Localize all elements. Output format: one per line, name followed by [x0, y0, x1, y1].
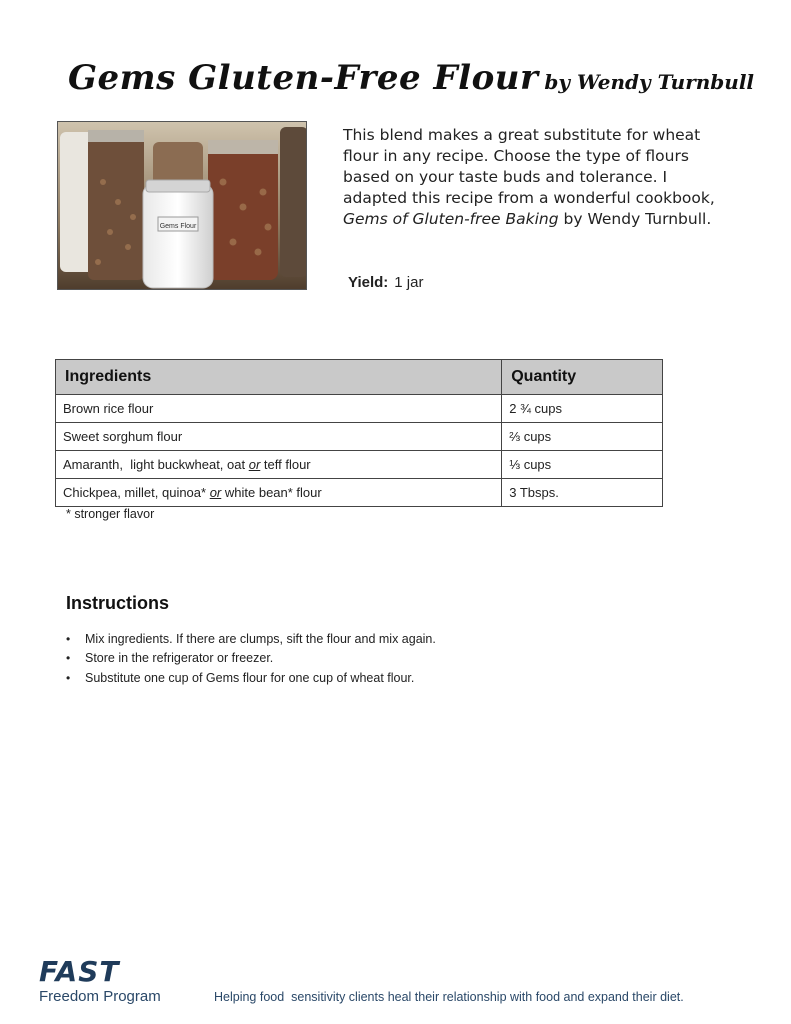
- ingredient-text: teff flour: [260, 457, 311, 472]
- ingredient-cell: [56, 451, 502, 479]
- ingredient-cell: [56, 479, 502, 507]
- ingredient-cell: Sweet sorghum flour: [56, 423, 502, 451]
- instructions-list: [66, 629, 436, 688]
- title-main: Gems Gluten-Free Flour: [68, 58, 539, 98]
- ingredients-header: Ingredients: [56, 360, 502, 395]
- footer-tagline: Helping food sensitivity clients heal their relationship with food and expand their diet.: [214, 990, 684, 1004]
- quantity-header: Quantity: [502, 360, 663, 395]
- ingredient-cell: Brown rice flour: [56, 395, 502, 423]
- list-item: [66, 629, 436, 649]
- quantity-cell: ⅔ cups: [502, 423, 663, 451]
- intro-paragraph: [343, 125, 723, 230]
- ingredients-table: [55, 359, 663, 507]
- table-row: [56, 479, 663, 507]
- yield-label: Yield:: [348, 274, 389, 291]
- instructions-heading: Instructions: [66, 593, 170, 613]
- instruction-text: Store in the refrigerator or freezer.: [85, 651, 274, 666]
- table-row: [56, 423, 663, 451]
- instruction-text: Mix ingredients. If there are clumps, sift the flour and mix again.: [85, 631, 436, 646]
- title-byline: by Wendy Turnbull: [544, 70, 755, 94]
- yield: [348, 274, 423, 291]
- bullet-icon: •: [66, 670, 71, 685]
- logo-sub: Freedom Program: [39, 988, 161, 1005]
- fast-logo: [39, 956, 161, 1005]
- page-title: [68, 58, 754, 98]
- table-row: [56, 395, 663, 423]
- quantity-cell: ⅓ cups: [502, 451, 663, 479]
- table-header-row: [56, 360, 663, 395]
- jar-label: Gems Flour: [159, 223, 197, 230]
- intro-text-end: by Wendy Turnbull.: [558, 210, 712, 228]
- list-item: [66, 649, 436, 669]
- ingredient-text: Chickpea, millet, quinoa*: [63, 485, 210, 500]
- or-text: or: [248, 457, 261, 472]
- list-item: [66, 668, 436, 688]
- logo-main: FAST: [39, 955, 120, 988]
- or-text: or: [209, 485, 222, 500]
- table-footnote: * stronger flavor: [66, 507, 155, 521]
- bullet-icon: •: [66, 651, 71, 666]
- intro-text: This blend makes a great substitute for wheat flour in any recipe. Choose the type of flours based on your taste buds and tolerance. I adapted this recipe from a wonderful cookbook,: [343, 126, 715, 207]
- instruction-text: Substitute one cup of Gems flour for one cup of wheat flour.: [85, 670, 415, 685]
- bullet-icon: •: [66, 631, 71, 646]
- ingredient-text: Amaranth, light buckwheat, oat: [63, 457, 249, 472]
- book-title: Gems of Gluten-free Baking: [343, 210, 559, 228]
- ingredient-text: white bean* flour: [221, 485, 322, 500]
- table-row: [56, 451, 663, 479]
- yield-value: 1 jar: [394, 274, 424, 291]
- quantity-cell: 2 ¾ cups: [502, 395, 663, 423]
- quantity-cell: 3 Tbsps.: [502, 479, 663, 507]
- flour-jars-photo: [57, 121, 307, 290]
